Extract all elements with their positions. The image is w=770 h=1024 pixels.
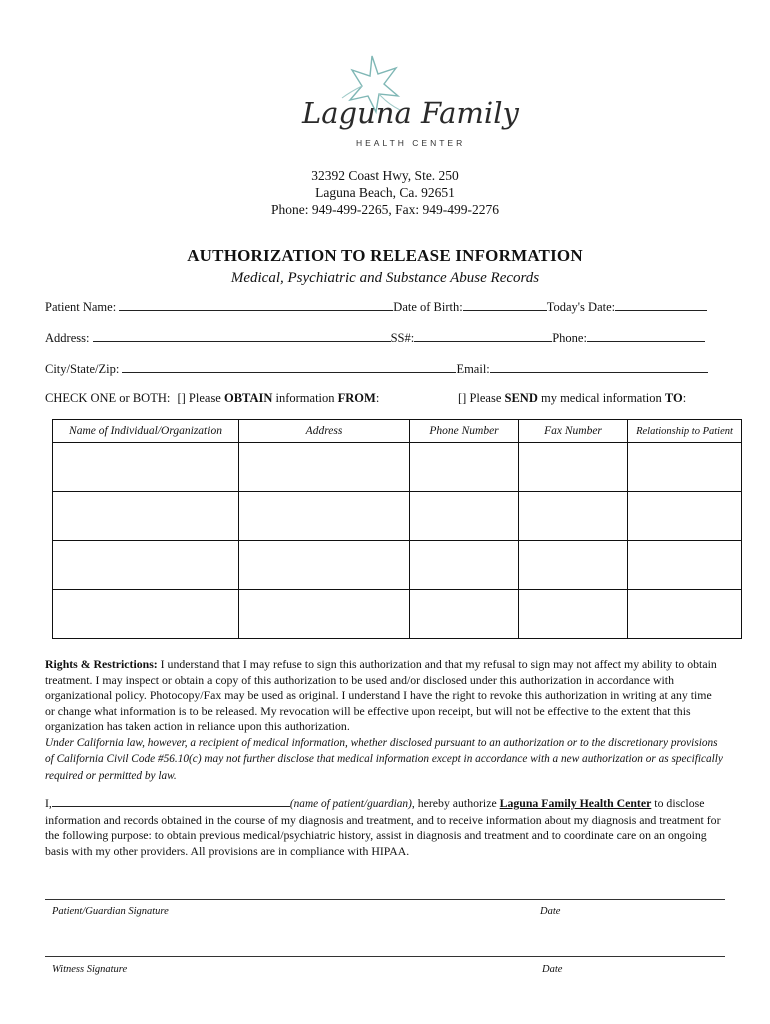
city-row xyxy=(45,361,708,377)
patient-info-row xyxy=(45,299,707,315)
org-name: Laguna Family Health Center xyxy=(499,796,652,810)
address-line-1: 32392 Coast Hwy, Ste. 250 xyxy=(311,168,459,183)
table-cell[interactable] xyxy=(239,541,410,590)
patient-name-label: Patient Name: xyxy=(45,300,117,314)
city-label: City/State/Zip: xyxy=(45,362,120,376)
table-cell[interactable] xyxy=(239,492,410,541)
dob-field[interactable] xyxy=(463,299,547,311)
phone-label: Phone: xyxy=(552,331,587,345)
table-cell[interactable] xyxy=(410,443,519,492)
check-row xyxy=(45,391,379,406)
col-address-header: Address xyxy=(239,420,410,443)
guardian-name-field[interactable] xyxy=(52,795,290,807)
consent-body: to disclose information and records obtained in the course of my diagnosis and treatment, and to receive information about my diagnosis and treatment for the following purpose: to obtain previous medical/psychiatric history, assist in diagnosis and treatment and to coordinate care on an ongoing basis with my other providers. All provisions are in compliance with HIPAA. xyxy=(45,796,721,858)
date-label-2: Date xyxy=(542,964,563,975)
table-row xyxy=(53,541,742,590)
patient-name-field[interactable] xyxy=(119,299,393,311)
table-cell[interactable] xyxy=(628,541,742,590)
address-label: Address: xyxy=(45,331,90,345)
table-cell[interactable] xyxy=(519,590,628,639)
logo xyxy=(290,52,519,157)
consent-paragraph: I, (name of patient/guardian), hereby authorize Laguna Family Health Center to disclose information and records obtained in the course of my diagnosis and treatment, and to receive information about my diagnosis and treatment for the following purpose: to obtain previous medical/psychiatric history, assist in diagnosis and treatment and to coordinate care on an ongoing basis with my other providers. All provisions are in compliance with HIPAA. xyxy=(45,796,721,858)
obtain-checkbox[interactable]: [] Please OBTAIN information FROM: xyxy=(177,391,380,405)
city-field[interactable] xyxy=(122,361,456,373)
table-cell[interactable] xyxy=(53,443,239,492)
logo-text: Laguna Family xyxy=(302,96,519,130)
table-row xyxy=(53,443,742,492)
table-cell[interactable] xyxy=(628,590,742,639)
dob-label: Date of Birth: xyxy=(393,300,463,314)
guardian-name-label: (name of patient/guardian) xyxy=(289,798,412,810)
witness-signature-label: Witness Signature xyxy=(52,964,128,975)
rights-body: I understand that I may refuse to sign this authorization and that my refusal to sign may not affect my ability to obtain treatment. I may inspect or obtain a copy of this authorization to be used and/or disclosed under this authorization in accordance with organizational policy. Photocopy/Fax may be used as original. I understand I have the right to revoke this authorization in writing at any time or change what information is to be released. My revocation will be effective upon receipt, but will not be effective to the extent that this organization has taken action in reliance upon this authorization. xyxy=(45,657,717,733)
table-cell[interactable] xyxy=(628,443,742,492)
address-row xyxy=(45,330,705,346)
patient-signature-label: Patient/Guardian Signature xyxy=(52,906,169,917)
patient-signature-line[interactable] xyxy=(45,899,725,900)
email-label: Email: xyxy=(456,362,490,376)
table-row xyxy=(53,492,742,541)
date-label-1: Date xyxy=(540,906,561,917)
table-cell[interactable] xyxy=(519,492,628,541)
col-name-header: Name of Individual/Organization xyxy=(53,420,239,443)
table-cell[interactable] xyxy=(239,443,410,492)
logo-subtext: HEALTH CENTER xyxy=(356,138,466,148)
table-cell[interactable] xyxy=(53,541,239,590)
rights-heading: Rights & Restrictions: xyxy=(45,657,158,671)
table-header-row xyxy=(53,420,742,443)
table-cell[interactable] xyxy=(628,492,742,541)
col-fax-header: Fax Number xyxy=(519,420,628,443)
email-field[interactable] xyxy=(490,361,708,373)
page-subtitle: Medical, Psychiatric and Substance Abuse Records xyxy=(230,270,540,286)
address-field[interactable] xyxy=(93,330,391,342)
rights-paragraph xyxy=(45,657,723,784)
records-table xyxy=(52,419,742,639)
ss-label: SS#: xyxy=(390,331,415,345)
ss-field[interactable] xyxy=(414,330,552,342)
table-cell[interactable] xyxy=(519,541,628,590)
table-row xyxy=(53,590,742,639)
table-cell[interactable] xyxy=(410,492,519,541)
witness-signature-line[interactable] xyxy=(45,956,725,957)
phone-field[interactable] xyxy=(587,330,705,342)
california-notice: Under California law, however, a recipient of medical information, whether disclosed pursuant to an authorization or to the discretionary provisions of California Civil Code #56.10(c) may not further disclose that medical information except in accordance with a new authorization or as specifically required or permitted by law. xyxy=(45,736,723,782)
contact-line: Phone: 949-499-2265, Fax: 949-499-2276 xyxy=(271,202,499,217)
table-cell[interactable] xyxy=(410,590,519,639)
col-relationship-header: Relationship to Patient xyxy=(628,420,742,443)
table-cell[interactable] xyxy=(519,443,628,492)
table-cell[interactable] xyxy=(53,590,239,639)
page-title: AUTHORIZATION TO RELEASE INFORMATION xyxy=(187,246,583,265)
table-cell[interactable] xyxy=(53,492,239,541)
today-field[interactable] xyxy=(615,299,707,311)
table-cell[interactable] xyxy=(410,541,519,590)
col-phone-header: Phone Number xyxy=(410,420,519,443)
table-cell[interactable] xyxy=(239,590,410,639)
send-checkbox[interactable]: [] Please SEND my medical information TO: xyxy=(458,391,687,405)
address-line-2: Laguna Beach, Ca. 92651 xyxy=(315,185,455,200)
check-label: CHECK ONE or BOTH: xyxy=(45,391,171,405)
today-label: Today's Date: xyxy=(546,300,616,314)
